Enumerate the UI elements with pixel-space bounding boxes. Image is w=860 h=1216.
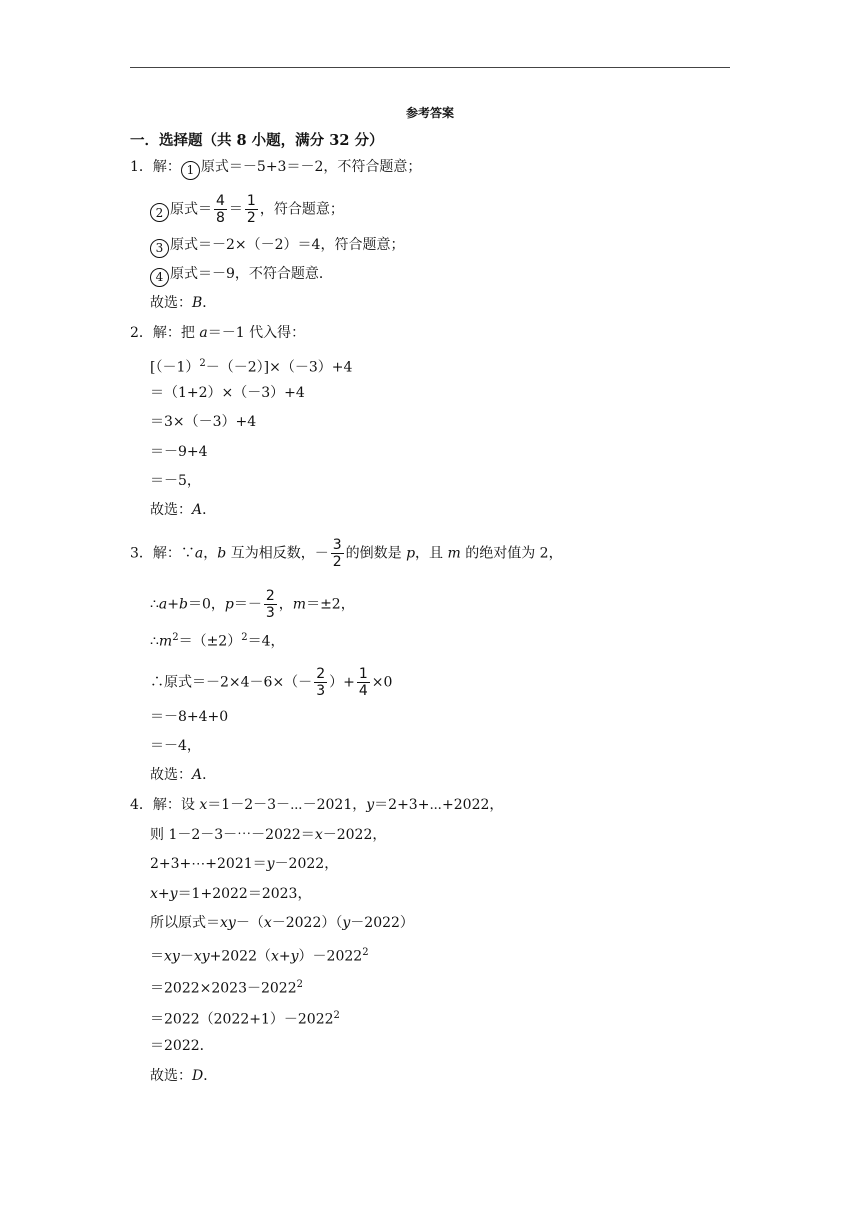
circled-number-icon: 4 <box>150 268 169 287</box>
circled-number-icon: 3 <box>150 239 169 258</box>
q1-line-1: 1．解： 1 原式＝－5+3＝－2，不符合题意； <box>130 157 421 180</box>
q4-line-4: x+y＝1+2022＝2023， <box>150 886 312 902</box>
header-rule <box>130 67 730 68</box>
fraction: $\frac{4}{8}$ <box>216 193 225 226</box>
q2-number: 2． <box>130 325 153 341</box>
page-title: 参考答案 <box>405 106 454 120</box>
q2-line-3: ＝（1+2）×（－3）+4 <box>150 385 305 401</box>
q3-answer: 故选：A． <box>150 767 217 783</box>
fraction: $\frac{2}{3}$ <box>316 666 326 699</box>
q3-line-6: ＝－4， <box>150 738 201 754</box>
q2-line-5: ＝－9+4 <box>150 444 208 460</box>
q4-line-5: 所以原式＝xy－（x－2022）（y－2022） <box>150 915 414 931</box>
fraction: $\frac{1}{2}$ <box>246 193 256 226</box>
q2-line-2: $[(-1)^2-(-2)]\times(-3)+4$ <box>150 358 353 376</box>
q4-answer: 故选：D． <box>150 1068 218 1084</box>
fraction: $\frac{1}{4}$ <box>358 666 368 699</box>
q3-line-4: ∴原式＝－2×4－6×（－ $\frac{2}{3}$ ）+ $\frac{1}{4}$ ×0 <box>150 666 393 699</box>
q2-line-6: ＝－5， <box>150 473 201 489</box>
q3-line-2: ∴a+b＝0，p＝－ $\frac{2}{3}$ ，m＝±2， <box>150 588 355 621</box>
q4-line-1: 4．解：设 x＝1－2－3－⋯－2021，y＝2+3+⋯+2022， <box>130 797 504 813</box>
q1-line-4: 4 原式＝－9，不符合题意． <box>150 264 333 287</box>
fraction: $\frac{3}{2}$ <box>332 537 342 570</box>
fraction: $\frac{2}{3}$ <box>265 588 275 621</box>
q4-line-6: $=xy-xy+2022(x+y)-2022^2$ <box>150 947 369 965</box>
q1-number: 1． <box>130 159 153 175</box>
q4-number: 4． <box>130 797 153 813</box>
q4-line-7: $=2022\times 2023-2022^2$ <box>150 979 303 997</box>
q2-line-1: 2．解：把 a＝－1 代入得： <box>130 325 306 341</box>
q1-line-3: 3 原式＝－2×（－2）＝4，符合题意； <box>150 235 404 258</box>
q4-line-9: ＝2022． <box>150 1038 214 1054</box>
q4-line-8: $=2022(2022+1)-2022^2$ <box>150 1010 340 1028</box>
q3-line-1: 3．解：∵a，b 互为相反数，－ $\frac{3}{2}$ 的倒数是 p，且 m 的绝对值为 2， <box>130 537 563 570</box>
section-heading: 一．选择题（共 8 小题，满分 32 分） <box>130 132 384 149</box>
q3-number: 3． <box>130 545 153 562</box>
q3-line-5: ＝－8+4+0 <box>150 709 229 725</box>
q4-line-2: 则 1－2－3－⋯－2022＝x－2022， <box>150 827 387 843</box>
q2-answer: 故选：A． <box>150 502 217 518</box>
circled-number-icon: 2 <box>150 203 169 222</box>
q2-line-4: ＝3×（－3）+4 <box>150 414 257 430</box>
q3-line-3: $\therefore m^2=(\pm 2)^2=4$， <box>150 632 285 650</box>
circled-number-icon: 1 <box>181 161 200 180</box>
q4-line-3: 2+3+⋯+2021＝y－2022， <box>150 856 339 872</box>
q1-line-2: 2 原式＝ $\frac{4}{8}$ ＝ $\frac{1}{2}$ ，符合题意； <box>150 193 344 226</box>
q1-answer: 故选：B． <box>150 295 217 311</box>
